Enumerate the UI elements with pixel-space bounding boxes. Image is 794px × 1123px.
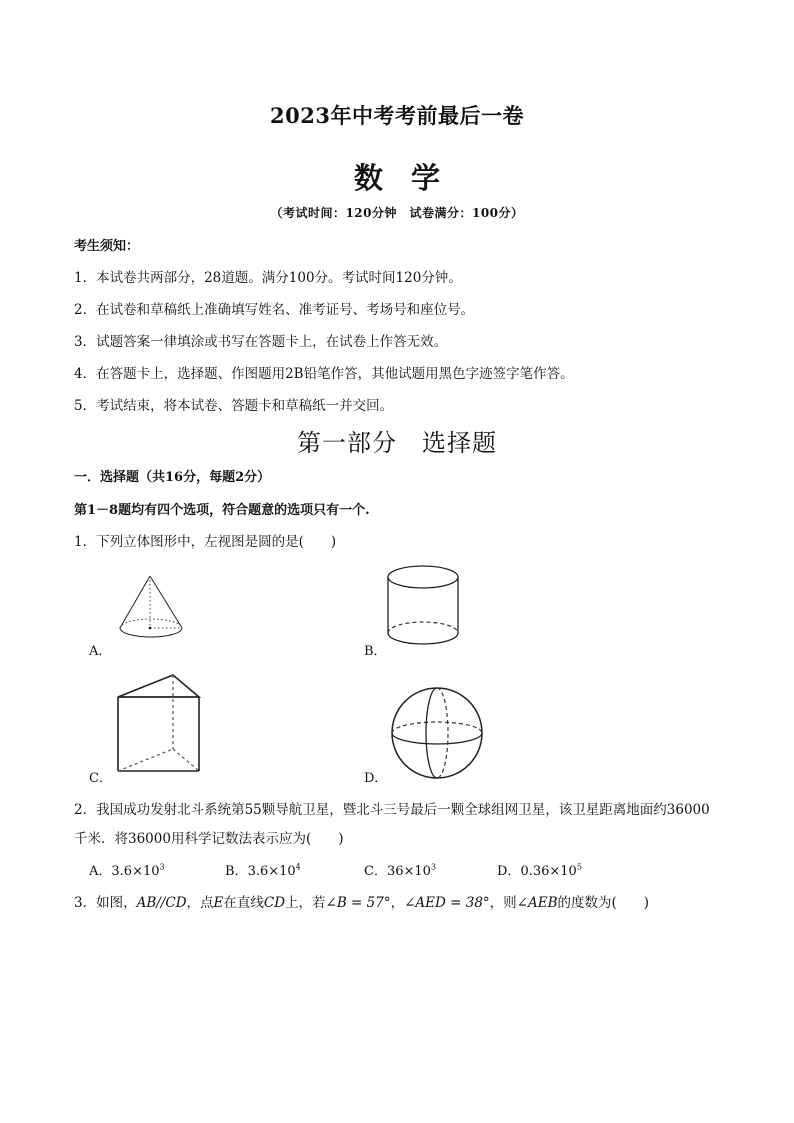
question-2-text-line1: 2．我国成功发射北斗系统第55颗导航卫星，暨北斗三号最后一颗全球组网卫星，该卫星距离地面约36000: [74, 802, 710, 818]
q1-option-b-label: B．: [364, 644, 387, 659]
section-heading: 一．选择题（共16分，每题2分）: [74, 470, 271, 485]
q1-option-c-label: C．: [89, 771, 112, 786]
q2-choice-b: B．$3.6\times 10^4$: [225, 862, 301, 879]
exam-title: 2023年中考考前最后一卷: [270, 103, 524, 128]
notice-item: 3．试题答案一律填涂或书写在答题卡上，在试卷上作答无效。: [74, 334, 448, 350]
notice-item: 4．在答题卡上，选择题、作图题用2B铅笔作答，其他试题用黑色字迹签字笔作答。: [74, 366, 574, 382]
exam-time-info: （考试时间：120分钟 试卷满分：100分）: [270, 206, 524, 220]
section-instruction: 第1－8题均有四个选项，符合题意的选项只有一个.: [74, 503, 370, 518]
question-2-text-line2: 千米．将36000用科学记数法表示应为( ): [74, 831, 344, 847]
notice-item: 5．考试结束，将本试卷、答题卡和草稿纸一并交回。: [74, 398, 394, 414]
question-3-text: 3．如图，AB//CD，点E在直线CD上，若∠B = 57°，∠AED = 38°，则∠AEB的度数为( ): [74, 895, 650, 911]
triangular-prism-figure: [115, 671, 205, 773]
notice-item: 1．本试卷共两部分，28道题。满分100分。考试时间120分钟。: [74, 270, 462, 286]
q2-choice-c: C．$36\times 10^3$: [364, 862, 437, 879]
notice-heading: 考生须知：: [74, 239, 140, 254]
subject-title: 数学: [353, 161, 468, 195]
notice-item: 2．在试卷和草稿纸上准确填写姓名、准考证号、考场号和座位号。: [74, 302, 475, 318]
q2-choice-a: A．$3.6\times 10^3$: [89, 862, 165, 879]
sphere-figure: [390, 686, 484, 780]
q1-option-a-label: A．: [89, 644, 112, 659]
part-title: 第一部分 选择题: [297, 429, 497, 457]
q1-option-d-label: D．: [364, 771, 388, 786]
question-1-text: 1．下列立体图形中，左视图是圆的是( ): [74, 534, 337, 550]
cylinder-figure: [386, 562, 462, 652]
cone-figure: [110, 572, 200, 644]
q2-choice-d: D．$0.36\times 10^5$: [497, 862, 582, 879]
